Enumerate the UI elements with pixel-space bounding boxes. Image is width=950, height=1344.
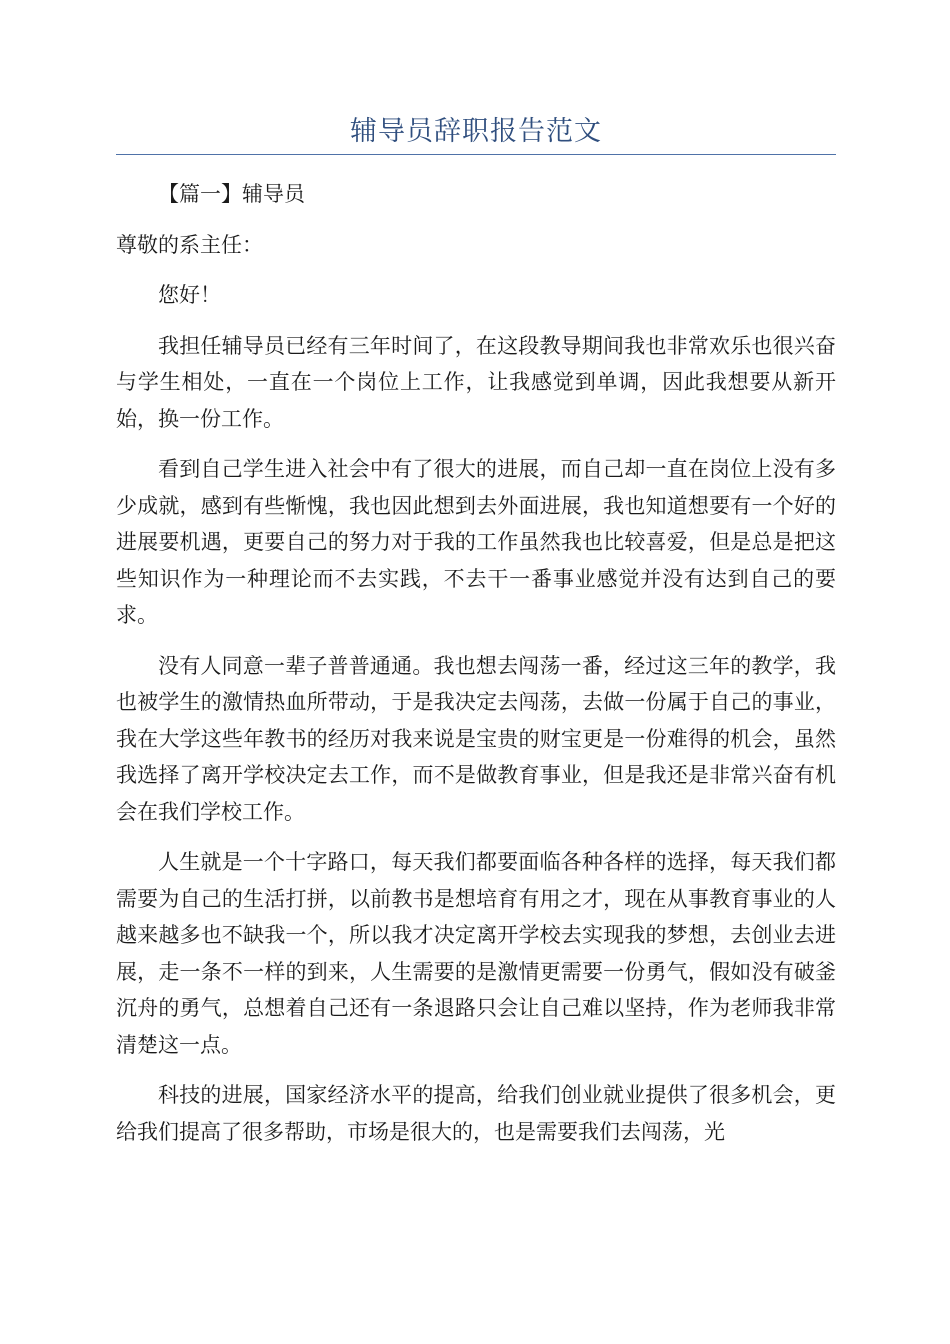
document-title: 辅导员辞职报告范文	[350, 116, 602, 147]
body-paragraph: 科技的进展，国家经济水平的提高，给我们创业就业提供了很多机会，更给我们提高了很多帮助，市场是很大的，也是需要我们去闯荡，光	[116, 1083, 836, 1144]
body-paragraph: 我担任辅导员已经有三年时间了，在这段教导期间我也非常欢乐也很兴奋与学生相处，一直在一个岗位上工作，让我感觉到单调，因此我想要从新开始，换一份工作。	[116, 333, 836, 431]
body-paragraph: 看到自己学生进入社会中有了很大的进展，而自己却一直在岗位上没有多少成就，感到有些惭愧，我也因此想到去外面进展，我也知道想要有一个好的进展要机遇，更要自己的努力对于我的工作虽然我也比较喜爱，但是总是把这些知识作为一种理论而不去实践，不去干一番事业感觉并没有达到自己的要求。	[116, 457, 836, 627]
document-body	[116, 176, 836, 1164]
greeting: 您好！	[158, 283, 221, 307]
title-underline	[116, 154, 836, 155]
body-paragraph: 人生就是一个十字路口，每天我们都要面临各种各样的选择，每天我们都需要为自己的生活打拼，以前教书是想培育有用之才，现在从事教育事业的人越来越多也不缺我一个，所以我才决定离开学校去实现我的梦想，去创业去进展，走一条不一样的到来，人生需要的是激情更需要一份勇气，假如没有破釜沉舟的勇气，总想着自己还有一条退路只会让自己难以坚持，作为老师我非常清楚这一点。	[116, 850, 836, 1057]
section-heading: 【篇一】辅导员	[158, 182, 305, 206]
salutation: 尊敬的系主任：	[116, 232, 263, 257]
body-paragraph: 没有人同意一辈子普普通通。我也想去闯荡一番，经过这三年的教学，我也被学生的激情热血所带动，于是我决定去闯荡，去做一份属于自己的事业，我在大学这些年教书的经历对我来说是宝贵的财宝更是一份难得的机会，虽然我选择了离开学校决定去工作，而不是做教育事业，但是我还是非常兴奋有机会在我们学校工作。	[116, 653, 836, 824]
